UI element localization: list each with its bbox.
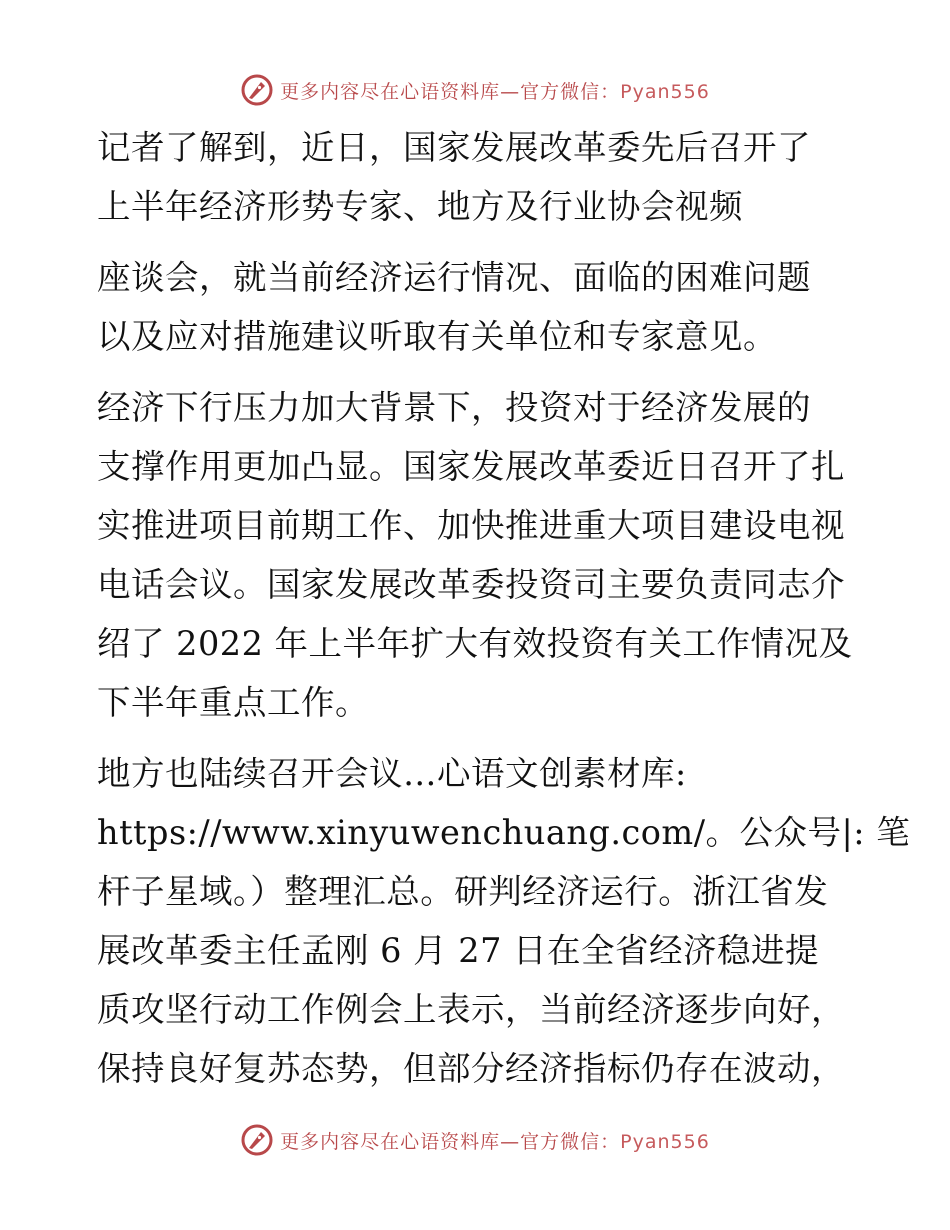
text-line: 杆子星域。）整理汇总。研判经济运行。浙江省发 [97, 872, 829, 911]
text-line: 支撑作用更加凸显。国家发展改革委近日召开了扎 [97, 447, 845, 486]
text-line: 电话会议。国家发展改革委投资司主要负责同志介 [97, 565, 845, 604]
paragraph-3 [97, 378, 857, 732]
text-line: 绍了 2022 年上半年扩大有效投资有关工作情况及 [97, 624, 853, 663]
text-line: 质攻坚行动工作例会上表示，当前经济逐步向好， [97, 990, 845, 1029]
text-line: 下半年重点工作。 [97, 683, 369, 722]
text-line: 座谈会，就当前经济运行情况、面临的困难问题 [97, 258, 811, 297]
wechat-id: Pyan556 [620, 1130, 710, 1153]
text-line: 上半年经济形势专家、地方及行业协会视频 [97, 187, 743, 226]
text-line: 地方也陆续召开会议…心语文创素材库: [97, 754, 687, 793]
text-line: 以及应对措施建议听取有关单位和专家意见。 [97, 317, 777, 356]
text-line: 记者了解到，近日，国家发展改革委先后召开了 [97, 128, 811, 167]
text-line: 展改革委主任孟刚 6 月 27 日在全省经济稳进提 [97, 931, 820, 970]
pen-nib-logo-icon [240, 1123, 274, 1157]
pen-nib-logo-icon [240, 73, 274, 107]
document-body [97, 118, 911, 1098]
text-line: https://www.xinyuwenchuang.com/。公众号|: 笔 [97, 813, 911, 852]
banner-text: 更多内容尽在心语资料库—官方微信：Pyan556 [280, 1130, 710, 1153]
header-banner [0, 70, 950, 110]
paragraph-4 [97, 744, 911, 1098]
text-line: 经济下行压力加大背景下，投资对于经济发展的 [97, 388, 811, 427]
text-line: 保持良好复苏态势，但部分经济指标仍存在波动， [97, 1049, 845, 1088]
text-line: 实推进项目前期工作、加快推进重大项目建设电视 [97, 506, 845, 545]
banner-text: 更多内容尽在心语资料库—官方微信：Pyan556 [280, 80, 710, 103]
wechat-id: Pyan556 [620, 80, 710, 103]
footer-banner [0, 1120, 950, 1160]
paragraph-2 [97, 248, 857, 366]
paragraph-1 [97, 118, 857, 236]
